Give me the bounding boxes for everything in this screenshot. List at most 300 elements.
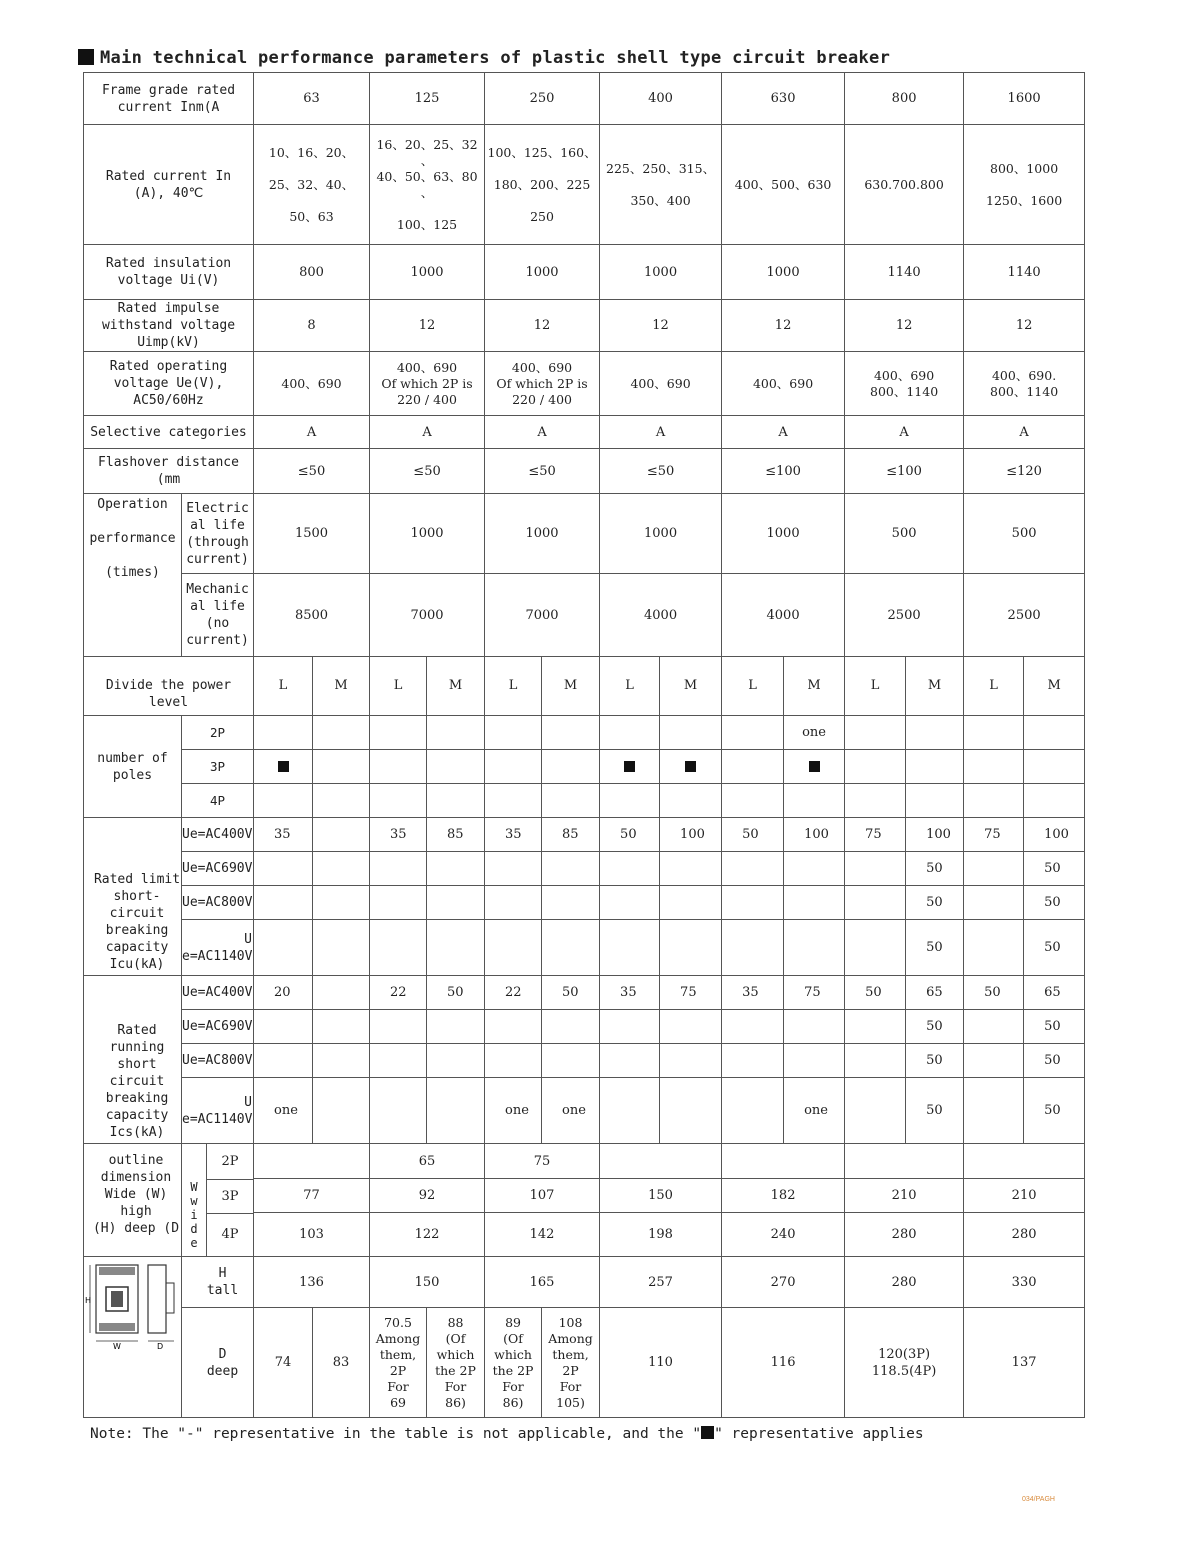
insulation-voltage-value xyxy=(370,245,485,300)
voltage-label xyxy=(182,976,254,1010)
voltage-label-text: Ue=AC690V xyxy=(182,1019,253,1034)
selective-category-value-text: A xyxy=(1019,424,1029,440)
width-3p-value-text: 182 xyxy=(770,1187,796,1203)
height-value xyxy=(370,1257,485,1308)
icu-value xyxy=(906,818,964,852)
pole-cell xyxy=(906,784,964,818)
icu-value xyxy=(660,852,722,886)
ics-value xyxy=(600,1010,660,1044)
ics-value xyxy=(845,1078,906,1144)
electrical-life-value-text: 1500 xyxy=(294,526,329,541)
width-4p-value xyxy=(485,1212,600,1256)
operating-voltage-value-text: 400、690 Of which 2P is 220 / 400 xyxy=(496,359,588,407)
power-level-value-text: L xyxy=(989,678,998,693)
ics-value xyxy=(370,1078,427,1144)
icu-value xyxy=(964,852,1024,886)
operating-voltage-value-text: 400、690 xyxy=(752,375,814,391)
ics-value-text: 50 xyxy=(1044,1019,1061,1034)
electrical-life-value-text: 1000 xyxy=(644,526,678,541)
depth-value xyxy=(845,1308,964,1418)
spec-table xyxy=(83,72,1085,1418)
ics-value-text: one xyxy=(274,1103,298,1118)
breaker-outline-diagram xyxy=(84,1261,182,1351)
ics-value xyxy=(485,1044,542,1078)
operating-voltage-value-text: 400、690 Of which 2P is 220 / 400 xyxy=(381,359,473,407)
power-level-value xyxy=(542,657,600,716)
insulation-voltage-value xyxy=(964,245,1085,300)
electrical-life-value-text: 500 xyxy=(1011,526,1037,541)
voltage-label xyxy=(182,886,254,920)
height-value-text: 330 xyxy=(1011,1274,1037,1290)
icu-value xyxy=(1024,920,1085,976)
voltage-label-text: U e=AC1140V xyxy=(182,1094,253,1127)
width-4p-value-text: 240 xyxy=(770,1226,796,1242)
icu-label-text: Rated limit short- circuit breaking capacity Icu(kA) xyxy=(93,872,181,972)
pole-cell xyxy=(427,784,485,818)
pole-cell xyxy=(600,784,660,818)
icu-value xyxy=(845,852,906,886)
ics-value xyxy=(722,1078,784,1144)
icu-value-text: 100 xyxy=(804,827,829,842)
width-3p-value xyxy=(485,1179,600,1212)
icu-value xyxy=(370,852,427,886)
insulation-voltage-value xyxy=(600,245,722,300)
poles-label xyxy=(84,716,182,818)
icu-value xyxy=(845,886,906,920)
flashover-distance-label xyxy=(84,449,254,494)
ics-value xyxy=(845,976,906,1010)
icu-label xyxy=(84,818,182,976)
mechanical-life-value-text: 4000 xyxy=(766,607,800,623)
outline-diagram-cell xyxy=(84,1257,182,1418)
height-value xyxy=(600,1257,722,1308)
power-level-value-text: L xyxy=(508,678,518,693)
electrical-life-value-text: 500 xyxy=(891,526,917,541)
ics-value xyxy=(542,1010,600,1044)
width-4p-value-text: 198 xyxy=(648,1226,673,1242)
rated-current-value-text: 630.700.800 xyxy=(864,176,944,192)
ics-value-text: 65 xyxy=(926,985,943,1000)
icu-value xyxy=(254,886,313,920)
power-level-value xyxy=(600,657,660,716)
depth-value xyxy=(254,1308,313,1418)
insulation-voltage-value-text: 1140 xyxy=(1007,264,1041,280)
operating-voltage-label xyxy=(84,352,254,416)
mechanical-life-label xyxy=(182,574,254,657)
ics-value xyxy=(964,1044,1024,1078)
icu-value xyxy=(485,920,542,976)
pole-cell xyxy=(485,750,542,784)
electrical-life-value-text: 1000 xyxy=(410,526,444,541)
icu-value xyxy=(845,920,906,976)
power-level-value xyxy=(485,657,542,716)
icu-value xyxy=(722,852,784,886)
impulse-voltage-value xyxy=(254,300,370,352)
pole-cell xyxy=(370,784,427,818)
pole-cell xyxy=(964,750,1024,784)
width-3p-value-text: 150 xyxy=(648,1187,673,1203)
impulse-voltage-value-text: 12 xyxy=(774,318,792,333)
ics-value-text: 50 xyxy=(984,985,1001,1000)
tall-label-text: H tall xyxy=(206,1266,239,1298)
impulse-voltage-value xyxy=(845,300,964,352)
operating-voltage-value xyxy=(254,352,370,416)
height-value-text: 165 xyxy=(529,1274,555,1290)
frame-rating-value xyxy=(722,73,845,125)
diagram-w-label: W xyxy=(113,1342,121,1351)
square-bullet-icon xyxy=(78,49,94,65)
power-level-value xyxy=(370,657,427,716)
operating-voltage-value-text: 400、690. 800、1140 xyxy=(990,367,1059,399)
flashover-distance-value-text: ≤50 xyxy=(646,463,675,479)
rated-current-value-text: 800、1000 1250、1600 xyxy=(986,160,1063,208)
depth-value-text: 89 (Of which the 2P For 86) xyxy=(492,1314,534,1410)
power-level-value xyxy=(906,657,964,716)
icu-value-text: 35 xyxy=(274,827,291,842)
power-level-value xyxy=(784,657,845,716)
impulse-voltage-value-text: 12 xyxy=(533,318,551,333)
flashover-distance-value xyxy=(964,449,1085,494)
frame-rating-value-text: 400 xyxy=(648,91,673,106)
ics-value xyxy=(254,1010,313,1044)
pole-cell xyxy=(313,750,370,784)
operating-voltage-value xyxy=(964,352,1085,416)
width-2p-value xyxy=(964,1144,1085,1179)
selective-category-label-text: Selective categories xyxy=(90,424,247,440)
frame-rating-value xyxy=(600,73,722,125)
icu-value xyxy=(722,886,784,920)
icu-value xyxy=(784,886,845,920)
ics-value xyxy=(660,1078,722,1144)
rated-current-value-text: 100、125、160、 180、200、225 250 xyxy=(487,144,597,224)
width-4p-value-text: 280 xyxy=(891,1226,917,1242)
pole-cell xyxy=(964,784,1024,818)
selective-category-value-text: A xyxy=(899,424,909,440)
pole-type-label xyxy=(182,750,254,784)
pole-cell xyxy=(722,716,784,750)
insulation-voltage-value-text: 1000 xyxy=(766,264,800,280)
impulse-voltage-value-text: 12 xyxy=(895,318,913,333)
width-4p-value xyxy=(964,1212,1085,1256)
icu-value xyxy=(600,920,660,976)
icu-value xyxy=(660,920,722,976)
icu-value-text: 50 xyxy=(1044,861,1061,876)
icu-value xyxy=(845,818,906,852)
applies-mark-icon xyxy=(278,761,289,772)
ics-value-text: one xyxy=(562,1103,586,1118)
pole-cell xyxy=(254,784,313,818)
insulation-voltage-value xyxy=(722,245,845,300)
depth-value-text: 74 xyxy=(274,1355,292,1370)
flashover-distance-value xyxy=(600,449,722,494)
icu-value xyxy=(660,886,722,920)
selective-category-value xyxy=(254,416,370,449)
height-value-text: 257 xyxy=(648,1274,673,1290)
applies-mark-icon xyxy=(809,761,820,772)
ics-value-text: 50 xyxy=(926,1103,943,1118)
mechanical-life-value xyxy=(845,574,964,657)
ics-value-text: 75 xyxy=(680,985,697,1000)
operating-voltage-value-text: 400、690 800、1140 xyxy=(870,367,939,399)
pole-type-label xyxy=(182,784,254,818)
frame-rating-label xyxy=(84,73,254,125)
rated-current-value xyxy=(964,125,1085,245)
selective-category-value-text: A xyxy=(778,424,788,440)
depth-value xyxy=(485,1308,542,1418)
wide-4p-label: 4P xyxy=(221,1227,239,1242)
icu-value-text: 50 xyxy=(926,940,943,955)
ics-value-text: one xyxy=(804,1103,828,1118)
icu-value xyxy=(722,818,784,852)
selective-category-value-text: A xyxy=(655,424,666,440)
selective-category-value xyxy=(485,416,600,449)
insulation-voltage-value-text: 800 xyxy=(299,264,324,280)
icu-value xyxy=(370,886,427,920)
width-2p-value xyxy=(722,1144,845,1179)
electrical-life-value xyxy=(254,494,370,574)
mechanical-life-value-text: 8500 xyxy=(294,607,329,623)
icu-value xyxy=(313,852,370,886)
icu-value xyxy=(784,920,845,976)
icu-value xyxy=(427,920,485,976)
ics-value xyxy=(600,976,660,1010)
operating-voltage-value xyxy=(845,352,964,416)
electrical-life-label xyxy=(182,494,254,574)
deep-label xyxy=(182,1308,254,1418)
ics-value xyxy=(964,1078,1024,1144)
height-value-text: 280 xyxy=(891,1274,917,1290)
width-3p-value xyxy=(964,1179,1085,1212)
pole-type-label-text: 2P xyxy=(209,725,226,740)
width-2p-value xyxy=(485,1144,600,1179)
ics-value-text: 20 xyxy=(274,985,291,1000)
selective-category-value xyxy=(964,416,1085,449)
wide-3p-label: 3P xyxy=(207,1180,253,1214)
pole-cell xyxy=(964,716,1024,750)
impulse-voltage-value-text: 12 xyxy=(652,318,669,333)
power-level-value-text: M xyxy=(334,678,348,693)
frame-rating-label-text: Frame grade rated current Inm(A xyxy=(101,82,236,115)
page-number: 034/PAGH xyxy=(1022,1496,1055,1503)
width-2p-value xyxy=(370,1144,485,1179)
diagram-h-label: H xyxy=(85,1296,92,1305)
pole-cell xyxy=(906,750,964,784)
width-3p-value xyxy=(722,1179,845,1212)
applies-square-icon xyxy=(701,1426,714,1439)
icu-value xyxy=(784,852,845,886)
deep-label-text: D deep xyxy=(206,1346,239,1379)
height-value xyxy=(964,1257,1085,1308)
operating-voltage-value xyxy=(485,352,600,416)
ics-value xyxy=(784,976,845,1010)
icu-value xyxy=(370,818,427,852)
depth-value xyxy=(722,1308,845,1418)
icu-value xyxy=(542,818,600,852)
pole-cell xyxy=(722,784,784,818)
depth-value xyxy=(313,1308,370,1418)
ics-value xyxy=(600,1078,660,1144)
frame-rating-value-text: 63 xyxy=(303,91,320,106)
width-3p-value xyxy=(370,1179,485,1212)
impulse-voltage-value-text: 8 xyxy=(307,318,316,333)
impulse-voltage-value xyxy=(722,300,845,352)
height-value-text: 270 xyxy=(770,1274,796,1290)
height-value xyxy=(845,1257,964,1308)
ics-value xyxy=(1024,1078,1085,1144)
flashover-distance-value xyxy=(370,449,485,494)
ics-value-text: 65 xyxy=(1044,985,1061,1000)
power-level-value xyxy=(313,657,370,716)
pole-cell xyxy=(784,784,845,818)
pole-cell xyxy=(660,716,722,750)
flashover-distance-value xyxy=(254,449,370,494)
voltage-label-text: Ue=AC400V xyxy=(182,827,253,842)
operating-voltage-value-text: 400、690 xyxy=(630,375,691,391)
icu-value xyxy=(313,818,370,852)
mechanical-life-value xyxy=(722,574,845,657)
electrical-life-value xyxy=(370,494,485,574)
applies-mark-icon xyxy=(624,761,635,772)
ics-value xyxy=(964,1010,1024,1044)
ics-value xyxy=(600,1044,660,1078)
icu-value xyxy=(313,920,370,976)
voltage-label xyxy=(182,1010,254,1044)
icu-value xyxy=(542,852,600,886)
width-4p-value xyxy=(254,1212,370,1256)
power-level-value-text: L xyxy=(870,678,880,693)
electrical-life-value-text: 1000 xyxy=(766,526,800,541)
voltage-label-text: Ue=AC800V xyxy=(182,895,253,910)
ics-value-text: 22 xyxy=(505,985,522,1000)
ics-value xyxy=(722,1044,784,1078)
ics-value xyxy=(964,976,1024,1010)
width-3p-value-text: 210 xyxy=(891,1187,917,1203)
ics-value xyxy=(485,1010,542,1044)
pole-cell xyxy=(845,784,906,818)
width-4p-value xyxy=(845,1212,964,1256)
mechanical-life-value xyxy=(370,574,485,657)
mechanical-life-value-text: 2500 xyxy=(887,607,921,623)
icu-value xyxy=(542,886,600,920)
ics-value-text: 50 xyxy=(926,1053,943,1068)
width-3p-value-text: 107 xyxy=(529,1187,555,1203)
mechanical-life-value-text: 2500 xyxy=(1007,607,1041,623)
impulse-voltage-value xyxy=(600,300,722,352)
power-level-value-text: M xyxy=(807,678,821,693)
insulation-voltage-value-text: 1000 xyxy=(525,264,559,280)
electrical-life-label-text: Electric al life (through current) xyxy=(186,500,249,567)
icu-value xyxy=(313,886,370,920)
mechanical-life-value xyxy=(485,574,600,657)
frame-rating-value xyxy=(964,73,1085,125)
icu-value xyxy=(427,818,485,852)
height-value xyxy=(254,1257,370,1308)
depth-value xyxy=(964,1308,1085,1418)
ics-value xyxy=(784,1010,845,1044)
depth-value xyxy=(427,1308,485,1418)
power-level-value-text: M xyxy=(927,678,942,693)
insulation-voltage-label-text: Rated insulation voltage Ui(V) xyxy=(105,256,232,288)
poles-label-text: number of poles xyxy=(97,750,168,783)
height-value xyxy=(485,1257,600,1308)
selective-category-value-text: A xyxy=(306,424,317,440)
depth-value-text: 88 (Of which the 2P For 86) xyxy=(435,1314,476,1410)
power-level-value-text: M xyxy=(563,678,578,693)
depth-value-text: 116 xyxy=(770,1355,796,1370)
voltage-label xyxy=(182,1044,254,1078)
pole-cell xyxy=(485,716,542,750)
frame-rating-value xyxy=(254,73,370,125)
voltage-label xyxy=(182,920,254,976)
icu-value-text: 75 xyxy=(865,827,882,842)
mechanical-life-value xyxy=(254,574,370,657)
power-level-value-text: L xyxy=(748,678,757,693)
flashover-distance-value-text: ≤50 xyxy=(413,463,441,479)
icu-value-text: 50 xyxy=(620,827,637,842)
depth-value-text: 83 xyxy=(332,1355,350,1370)
wide-2p-label: 2P xyxy=(207,1144,253,1180)
insulation-voltage-value-text: 1000 xyxy=(644,264,678,280)
ics-label xyxy=(84,976,182,1144)
insulation-voltage-value xyxy=(254,245,370,300)
ics-value xyxy=(660,976,722,1010)
insulation-voltage-label xyxy=(84,245,254,300)
pole-cell xyxy=(1024,784,1085,818)
icu-value-text: 100 xyxy=(680,827,705,842)
operating-voltage-value xyxy=(370,352,485,416)
icu-value xyxy=(1024,818,1085,852)
selective-category-value-text: A xyxy=(537,424,547,440)
pole-cell xyxy=(906,716,964,750)
ics-value-text: 50 xyxy=(865,985,882,1000)
depth-value xyxy=(370,1308,427,1418)
width-4p-value xyxy=(600,1212,722,1256)
ics-value-text: 50 xyxy=(562,985,579,1000)
ics-value xyxy=(427,976,485,1010)
outline-dimension-label-text: outline dimension Wide (W) high (H) deep (D xyxy=(92,1153,180,1236)
icu-value xyxy=(906,852,964,886)
flashover-distance-value-text: ≤120 xyxy=(1006,463,1042,479)
mechanical-life-label-text: Mechanic al life (no current) xyxy=(186,582,249,648)
power-level-value-text: M xyxy=(448,678,463,693)
width-4p-value xyxy=(722,1212,845,1256)
electrical-life-value xyxy=(600,494,722,574)
width-3p-value-text: 77 xyxy=(303,1187,320,1203)
width-3p-value xyxy=(845,1179,964,1212)
ics-value xyxy=(784,1078,845,1144)
impulse-voltage-label-text: Rated impulse withstand voltage Uimp(kV) xyxy=(101,301,236,350)
flashover-distance-value-text: ≤50 xyxy=(528,463,556,479)
height-value xyxy=(722,1257,845,1308)
pole-cell xyxy=(1024,716,1085,750)
selective-category-value xyxy=(600,416,722,449)
frame-rating-value-text: 125 xyxy=(414,91,440,106)
electrical-life-value xyxy=(964,494,1085,574)
ics-value xyxy=(542,976,600,1010)
pole-cell xyxy=(784,750,845,784)
frame-rating-value-text: 1600 xyxy=(1007,91,1041,106)
width-4p-value-text: 142 xyxy=(529,1226,555,1242)
icu-value-text: 85 xyxy=(562,827,579,842)
ics-value xyxy=(254,1044,313,1078)
rated-current-label xyxy=(84,125,254,245)
pole-type-label-text: 3P xyxy=(209,759,226,774)
ics-value-text: 50 xyxy=(926,1019,943,1034)
electrical-life-value xyxy=(845,494,964,574)
width-3p-value xyxy=(600,1179,722,1212)
flashover-distance-value-text: ≤100 xyxy=(765,463,801,479)
ics-value xyxy=(370,976,427,1010)
